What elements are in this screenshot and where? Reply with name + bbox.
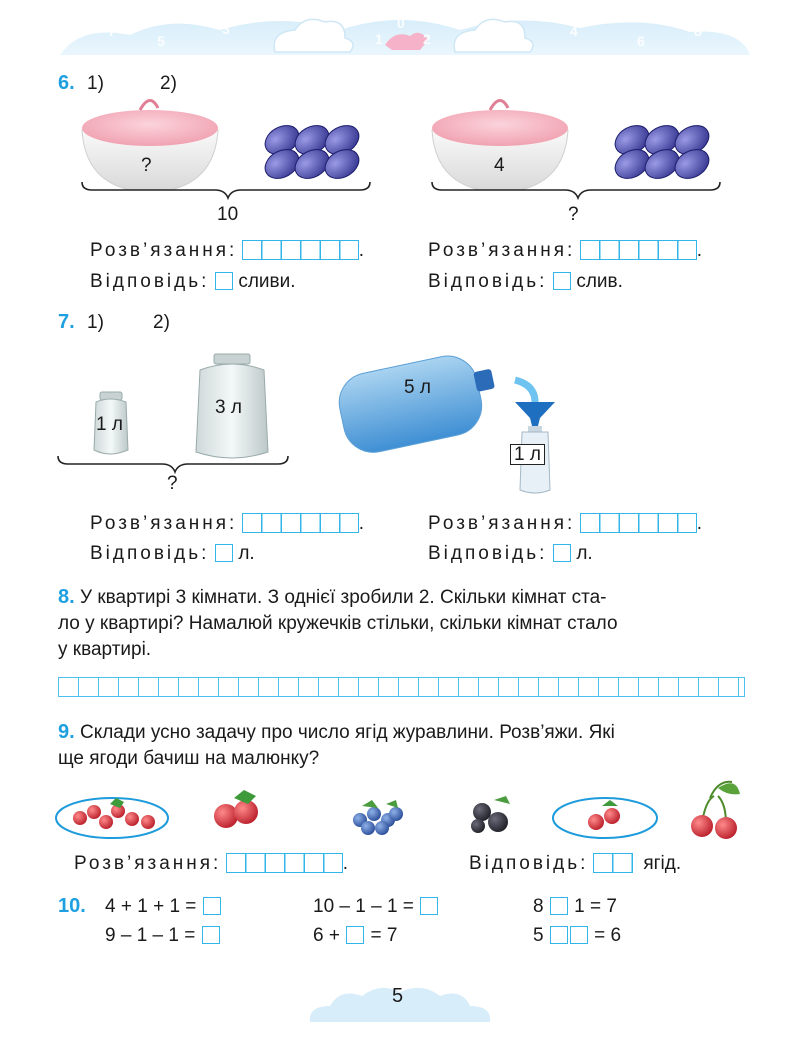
answer-unit: л. — [238, 543, 255, 564]
task-6-part-2: 2) — [160, 73, 177, 94]
answer-box[interactable] — [553, 272, 571, 290]
expr-5 — [533, 896, 617, 918]
task-7-number: 7. — [58, 311, 75, 333]
task-6-2-answer — [428, 271, 623, 293]
task-7-part-2: 2) — [153, 312, 170, 333]
solution-cells[interactable] — [242, 513, 359, 533]
answer-label: Відповідь: — [90, 271, 210, 292]
task-8-line-2: ло у квартирі? Намалюй кружечків стільки, скільки кімнат стало — [58, 613, 618, 634]
expr-text: 4 + 1 + 1 = — [105, 896, 197, 917]
task-6-illustration — [50, 90, 770, 225]
answer-box[interactable] — [215, 544, 233, 562]
answer-label: Відповідь: — [90, 543, 210, 564]
answer-unit: ягід. — [643, 853, 682, 874]
plums-2 — [610, 120, 714, 185]
expr-text: 1 = 7 — [574, 896, 617, 917]
answer-unit: л. — [576, 543, 593, 564]
solution-label: Розв’язання: — [428, 513, 576, 534]
cloud-digit: 6 — [637, 33, 645, 49]
solution-cells[interactable] — [242, 240, 359, 260]
solution-label: Розв’язання: — [90, 513, 238, 534]
task-8-drawing-grid[interactable] — [58, 677, 745, 697]
jar-small-label: 1 л — [96, 414, 123, 435]
task-6-number: 6. — [58, 72, 75, 94]
task-8-line-1: У квартирі 3 кімнати. З однієї зробили 2. Скільки кімнат ста- — [79, 587, 607, 608]
cloud-digit: 3 — [222, 21, 230, 37]
cloud-digit: 7 — [108, 23, 116, 39]
answer-box[interactable] — [420, 897, 438, 915]
solution-cells[interactable] — [226, 853, 343, 873]
bowl-1-label: ? — [141, 155, 152, 176]
jar-big-label: 3 л — [215, 397, 242, 418]
berries-illustration — [50, 778, 760, 844]
task-6-total-2: ? — [568, 204, 579, 225]
cloud-digit: 5 — [157, 33, 165, 49]
answer-box[interactable] — [346, 926, 364, 944]
page-number: 5 — [392, 985, 404, 1007]
expr-6 — [533, 925, 621, 947]
task-9-text — [58, 719, 758, 772]
answer-box[interactable] — [203, 897, 221, 915]
expr-text: 9 – 1 – 1 = — [105, 925, 196, 946]
bowl-2-label: 4 — [494, 155, 505, 176]
cherries — [691, 782, 740, 839]
solution-label: Розв’язання: — [74, 853, 222, 874]
task-6-total-1: 10 — [217, 204, 239, 225]
expr-text: = 7 — [370, 925, 398, 946]
answer-unit: слив. — [576, 271, 623, 292]
expr-4 — [313, 925, 397, 947]
solution-label: Розв’язання: — [428, 240, 576, 261]
sign-box[interactable] — [550, 926, 568, 944]
expr-text: = 6 — [594, 925, 622, 946]
sign-box[interactable] — [550, 897, 568, 915]
cloud-digit: 0 — [397, 15, 405, 31]
task-8-number: 8. — [58, 586, 75, 608]
cloud-digit: 4 — [570, 23, 578, 39]
solution-cells[interactable] — [580, 240, 697, 260]
answer-box[interactable] — [553, 544, 571, 562]
cloud-digit: 2 — [423, 31, 431, 47]
answer-label: Відповідь: — [428, 543, 548, 564]
task-7-2-answer — [428, 543, 593, 565]
small-bottle-label: 1 л — [510, 444, 545, 465]
task-7-2-solution: Розв’язання: . — [428, 513, 703, 534]
task-9-number: 9. — [58, 721, 75, 743]
answer-box[interactable] — [202, 926, 220, 944]
expr-text: 6 + — [313, 925, 340, 946]
expr-3 — [313, 896, 439, 918]
expr-text: 10 – 1 – 1 = — [313, 896, 414, 917]
expr-text: 8 — [533, 896, 544, 917]
answer-unit: сливи. — [238, 271, 296, 292]
blueberries — [353, 807, 403, 835]
cloud-digit: 1 — [375, 31, 383, 47]
water-bottle-5l — [334, 347, 503, 458]
answer-label: Відповідь: — [428, 271, 548, 292]
task-6-1-solution: Розв’язання: . — [90, 240, 365, 261]
task-8-text — [58, 584, 758, 663]
task-6-part-1: 1) — [87, 73, 104, 94]
task-10-number: 10. — [58, 895, 86, 917]
expr-text: 5 — [533, 925, 544, 946]
task-7-illustration — [50, 340, 570, 500]
task-6-1-answer — [90, 271, 296, 293]
cloud-digit: 8 — [694, 23, 702, 39]
task-7-1-solution: Розв’язання: . — [90, 513, 365, 534]
header-clouds — [0, 0, 800, 70]
big-bottle-label: 5 л — [404, 377, 431, 398]
expr-2 — [105, 925, 221, 947]
answer-box[interactable] — [215, 272, 233, 290]
answer-cells[interactable] — [593, 853, 633, 873]
task-9-answer — [469, 853, 681, 875]
task-6-2-solution: Розв’язання: . — [428, 240, 703, 261]
task-8-line-3: у квартирі. — [58, 639, 152, 660]
answer-label: Відповідь: — [469, 853, 589, 874]
number-box[interactable] — [570, 926, 588, 944]
task-7-1-answer — [90, 543, 255, 565]
solution-cells[interactable] — [580, 513, 697, 533]
blackberries — [471, 803, 508, 833]
task-9-line-2: ще ягоди бачиш на малюнку? — [58, 748, 320, 769]
task-7-total: ? — [167, 473, 178, 494]
raspberries — [214, 790, 258, 828]
task-7-part-1: 1) — [87, 312, 104, 333]
solution-label: Розв’язання: — [90, 240, 238, 261]
task-9-line-1: Склади усно задачу про число ягід журавлини. Розв’яжи. Які — [79, 722, 615, 743]
task-9-solution: Розв’язання: . — [74, 853, 349, 874]
plums-1 — [260, 120, 364, 185]
expr-1 — [105, 896, 222, 918]
